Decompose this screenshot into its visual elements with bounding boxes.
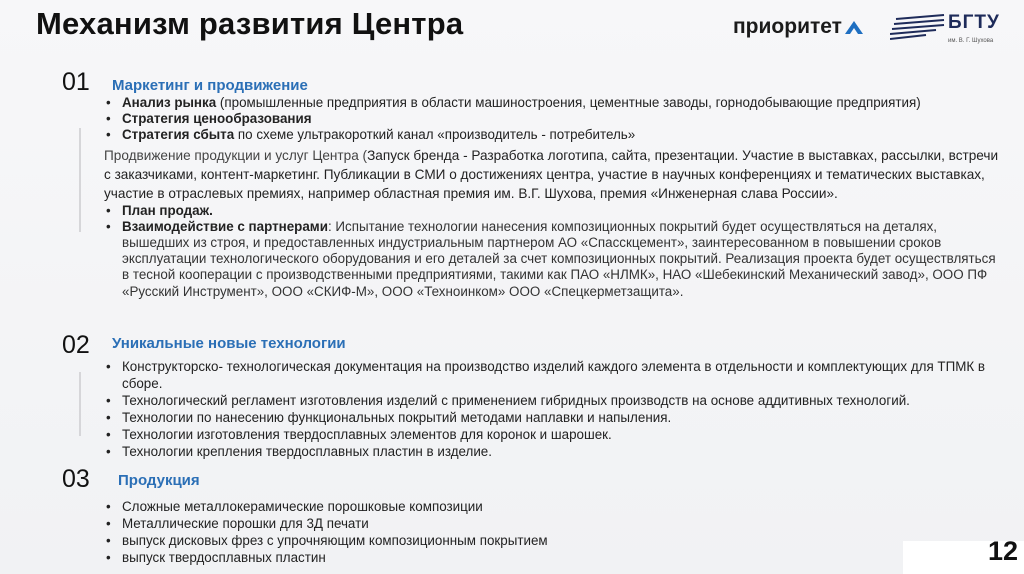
products-list — [104, 498, 1004, 566]
section-heading-products: Продукция — [118, 472, 200, 489]
list-item: • Технологии по нанесению функциональных покрытий методами наплавки и напыления. — [104, 409, 1004, 426]
sales-strategy-label: Стратегия сбыта — [122, 127, 235, 143]
triangle-icon — [845, 20, 863, 34]
section-divider-line — [79, 372, 81, 436]
list-item: • Технологический регламент изготовления изделий с применением гибридных производств на основе аддитивных технологий. — [104, 392, 1004, 409]
list-item — [104, 95, 1004, 111]
bgtu-logo — [890, 12, 1002, 48]
bgtu-logo-name: БГТУ — [948, 12, 1000, 33]
section-number-03: 03 — [62, 465, 90, 493]
marketing-content — [104, 95, 1004, 300]
prioritet-logo — [733, 15, 863, 39]
list-item — [104, 203, 1004, 219]
list-item: • Металлические порошки для 3Д печати — [104, 515, 1004, 532]
section-heading-technologies: Уникальные новые технологии — [112, 335, 346, 352]
list-item: • Технологии изготовления твердосплавных элементов для коронок и шарошек. — [104, 426, 1004, 443]
partners-label: Взаимодействие с партнерами — [122, 218, 328, 234]
promotion-text: Запуск бренда - Разработка логотипа, сайта, презентации. Участие в выставках, рассылки, встречи с заказчиками, контент-маркетинг. Публикации в СМИ о достижениях центра, участие в научных конференциях и тематических выставках, участие в отраслевых премиях, например областная премия им. В.Г. Шухова, премия «Инженерная слава России». — [104, 147, 999, 201]
list-item: • Сложные металлокерамические порошковые композиции — [104, 498, 1004, 515]
partners-text: : Испытание технологии нанесения композиционных покрытий будет осуществляться на деталях, вышедших из строя, и предоставленных индустриальным партнером АО «Спасскцемент», заинтересованном в повышении сроков эксплуатации технологического оборудования и его деталей за счет композиционных покрытий. Реализация проекта будет осуществляться в тесной кооперации с производственными предприятиями, такими как ПАО «НЛМК», НАО «Шебекинский Механический завод», ООО ПФ «Русский Инструмент», ООО «СКИФ-М», ООО «Техноинком» ООО «Спецкерметзащита». — [122, 218, 996, 299]
page-title: Механизм развития Центра — [36, 6, 464, 41]
list-item: • выпуск дисковых фрез с упрочняющим композиционным покрытием — [104, 532, 1004, 549]
sales-strategy-text: по схеме ультракороткий канал «производитель - потребитель» — [234, 127, 636, 143]
market-analysis-label: Анализ рынка — [122, 95, 217, 110]
list-item — [104, 219, 1004, 300]
prioritet-logo-text: приоритет — [733, 15, 842, 38]
sales-plan-label: План продаж. — [122, 202, 213, 218]
list-item — [104, 111, 1004, 127]
market-analysis-text: (промышленные предприятия в области машиностроения, цементные заводы, горнодобывающие предприятия) — [216, 95, 921, 110]
list-item: • выпуск твердосплавных пластин — [104, 549, 1004, 566]
list-item: • Конструкторско- технологическая документация на производство изделий каждого элемента в отдельности и комплектующих для ТПМК в сборе. — [104, 358, 1004, 392]
bgtu-lines-icon — [890, 13, 946, 45]
list-item — [104, 127, 1004, 143]
section-number-02: 02 — [62, 331, 90, 359]
promotion-paragraph — [104, 146, 1004, 203]
promotion-lead: Продвижение продукции и услуг Центра ( — [104, 147, 368, 163]
list-item: • Технологии крепления твердосплавных пластин в изделие. — [104, 443, 1004, 460]
section-heading-marketing: Маркетинг и продвижение — [112, 77, 308, 94]
pricing-strategy-label: Стратегия ценообразования — [122, 111, 312, 127]
page-number: 12 — [987, 536, 1018, 566]
bgtu-logo-subtitle: им. В. Г. Шухова — [948, 38, 994, 44]
section-number-01: 01 — [62, 68, 90, 96]
section-divider-line — [79, 128, 81, 232]
technologies-list — [104, 358, 1004, 460]
